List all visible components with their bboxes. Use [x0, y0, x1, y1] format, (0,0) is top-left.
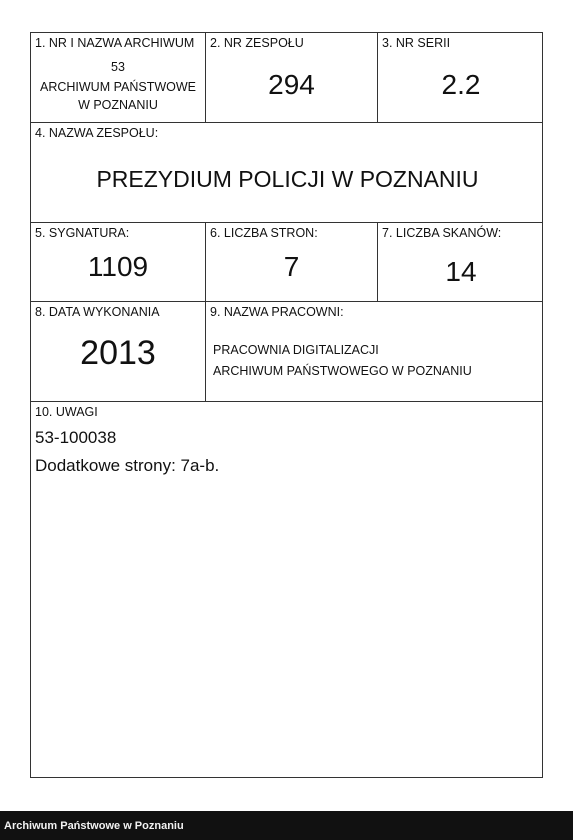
- scan-count-label: 7. LICZBA SKANÓW:: [382, 226, 502, 240]
- signature-value: 1109: [87, 251, 149, 282]
- archive-name-line2: W POZNANIU: [78, 98, 158, 112]
- fonds-name-value: PREZYDIUM POLICJI W POZNANIU: [96, 166, 479, 192]
- workshop-cell: [206, 302, 544, 401]
- date-label: 8. DATA WYKONANIA: [35, 305, 160, 319]
- workshop-line2: ARCHIWUM PAŃSTWOWEGO W POZNANIU: [213, 364, 472, 378]
- scan-count-value: 14: [445, 256, 477, 287]
- signature-label: 5. SYGNATURA:: [35, 226, 130, 240]
- fonds-name-label: 4. NAZWA ZESPOŁU:: [35, 126, 159, 140]
- remarks-cell: [31, 402, 544, 777]
- date-value: 2013: [80, 334, 156, 372]
- fonds-name-cell: [31, 123, 544, 222]
- remarks-line2: Dodatkowe strony: 7a-b.: [35, 456, 220, 475]
- footer-text: Archiwum Państwowe w Poznaniu: [4, 820, 184, 832]
- footer-bar: [0, 811, 573, 840]
- series-number-cell: [378, 33, 544, 122]
- workshop-line1: PRACOWNIA DIGITALIZACJI: [213, 343, 379, 357]
- archive-name-line1: ARCHIWUM PAŃSTWOWE: [39, 80, 196, 94]
- scan-count-cell: [378, 223, 544, 301]
- archive-label: 1. NR I NAZWA ARCHIWUM: [35, 36, 195, 50]
- signature-cell: [31, 223, 205, 301]
- workshop-label: 9. NAZWA PRACOWNI:: [210, 305, 344, 319]
- remarks-label: 10. UWAGI: [35, 405, 98, 419]
- page-count-value: 7: [283, 251, 300, 282]
- remarks-line1: 53-100038: [35, 428, 117, 447]
- fonds-number-cell: [206, 33, 377, 122]
- series-number-label: 3. NR SERII: [382, 36, 451, 50]
- page-count-label: 6. LICZBA STRON:: [210, 226, 318, 240]
- fonds-number-value: 294: [268, 69, 315, 100]
- series-number-value: 2.2: [441, 69, 481, 100]
- date-cell: [31, 302, 205, 401]
- page-count-cell: [206, 223, 377, 301]
- fonds-number-label: 2. NR ZESPOŁU: [210, 36, 304, 50]
- archive-card: [30, 32, 543, 778]
- archive-number: 53: [111, 60, 125, 74]
- archive-cell: [31, 33, 205, 122]
